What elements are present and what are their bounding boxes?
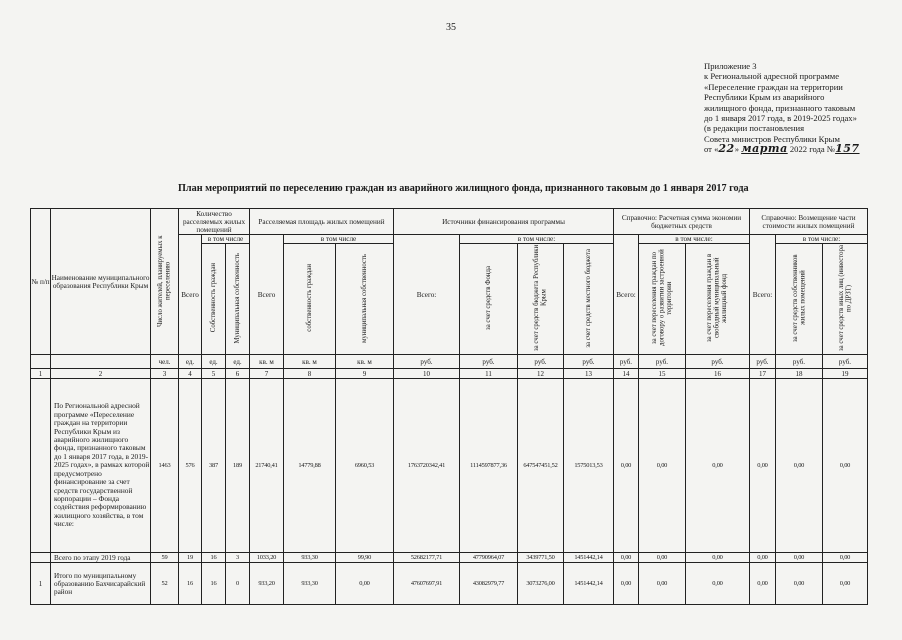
appendix-line: Республики Крым из аварийного [704,92,825,103]
row-name: Всего по этапу 2019 года [51,553,151,563]
header-rooms-total: Всего [179,235,202,355]
row-name: По Региональной адресной программе «Переселение граждан на территории Республики Крым из аварийного жилищного фонда, признанного таковым до 1 января 2017 года, в 2019-2025 годах», в рамках которой предусмотрено финансирование за счет средств государственной корпорации – Фонда содействия реформированию жилищного хозяйства, в том числе: [51,379,151,553]
cell-value: 0,00 [639,563,686,605]
header-fund: за счет средств Фонда [484,266,492,330]
units-row [31,355,868,369]
unit-cell: руб. [639,355,686,369]
cell-value: 43082979,77 [460,563,518,605]
column-number: 12 [518,369,564,379]
unit-cell: руб. [776,355,823,369]
cell-value: 0,00 [336,563,394,605]
cell-value: 16 [179,563,202,605]
appendix-line: жилищного фонда, признанного таковым [704,102,856,113]
column-number: 15 [639,369,686,379]
column-number: 8 [284,369,336,379]
appendix-line: (в редакции постановления [704,123,805,134]
handwritten-number: 157 [835,142,860,156]
cell-value: 0,00 [614,553,639,563]
unit-cell: кв. м [250,355,284,369]
cell-value: 47790964,07 [460,553,518,563]
cell-value: 1114597877,36 [460,379,518,553]
cell-value: 576 [179,379,202,553]
header-area-municipal: муниципальная собственность [360,253,368,343]
header-refund-owners: за счет средств собственников жилых помещений [791,254,806,342]
cell-value: 3073276,00 [518,563,564,605]
column-number: 2 [51,369,151,379]
header-saving-total: Всего: [614,235,639,355]
header-area-total: Всего [250,235,284,355]
column-number: 14 [614,369,639,379]
cell-value: 21740,41 [250,379,284,553]
cell-value: 0,00 [686,553,750,563]
cell-value: 1451442,14 [564,563,614,605]
cell-value: 0,00 [823,563,868,605]
row-num: 1 [31,563,51,605]
table-row [31,379,868,553]
cell-value: 647547451,52 [518,379,564,553]
column-number: 5 [202,369,226,379]
column-number: 13 [564,369,614,379]
header-rooms-group: Количество расселяемых жилых помещений [179,209,250,235]
header-saving-group: Справочно: Расчетная сумма экономии бюджетных средств [614,209,750,235]
cell-value: 47607697,91 [394,563,460,605]
unit-cell: кв. м [284,355,336,369]
header-residents: Число жителей, планируемых к переселению [157,234,172,327]
cell-value: 52682177,71 [394,553,460,563]
cell-value: 19 [179,553,202,563]
header-rooms-municipal: Муниципальная собственность [233,252,241,344]
cell-value: 0,00 [614,379,639,553]
unit-cell: руб. [750,355,776,369]
cell-value: 52 [151,563,179,605]
cell-value: 0,00 [776,379,823,553]
cell-value: 0,00 [750,553,776,563]
cell-value: 1763720342,41 [394,379,460,553]
header-saving-incl: в том числе: [639,235,750,244]
appendix-line: до 1 января 2017 года, в 2019-2025 годах» [704,113,857,124]
row-num [31,553,51,563]
unit-cell: чел. [151,355,179,369]
cell-value: 14779,88 [284,379,336,553]
cell-value: 0,00 [823,553,868,563]
header-num: № п/п [31,209,51,355]
column-number: 1 [31,369,51,379]
unit-cell: руб. [823,355,868,369]
header-name: Наименование муниципального образования Республики Крым [51,209,151,355]
column-number: 18 [776,369,823,379]
cell-value: 189 [226,379,250,553]
header-rooms-incl: в том числе [202,235,250,244]
cell-value: 3439771,50 [518,553,564,563]
page-number: 35 [446,22,456,33]
header-budget-local: за счет средств местного бюджета [584,248,592,348]
column-number: 7 [250,369,284,379]
header-area-citizens: собственность граждан [305,264,313,332]
header-area-incl: в том числе [284,235,394,244]
cell-value: 3 [226,553,250,563]
cell-value: 59 [151,553,179,563]
column-number: 4 [179,369,202,379]
cell-value: 0,00 [750,563,776,605]
header-refund-incl: в том числе: [776,235,868,244]
row-num [31,379,51,553]
cell-value: 16 [202,563,226,605]
cell-value: 0,00 [639,553,686,563]
row-name: Итого по муниципальному образованию Бахчисарайский район [51,563,151,605]
header-area-group: Расселяемая площадь жилых помещений [250,209,394,235]
cell-value: 0,00 [614,563,639,605]
cell-value: 0,00 [686,563,750,605]
cell-value: 0,00 [776,563,823,605]
cell-value: 0,00 [686,379,750,553]
cell-value: 0,00 [639,379,686,553]
cell-value: 933,30 [284,563,336,605]
unit-cell: руб. [518,355,564,369]
table-row [31,553,868,563]
header-saving-contract: за счет переселения граждан по договору о развитии застроенной территории [650,249,673,347]
cell-value: 0 [226,563,250,605]
document-title: План мероприятий по переселению граждан из аварийного жилищного фонда, признанного таковым до 1 января 2017 года [178,183,749,194]
unit-cell: руб. [686,355,750,369]
unit-cell: руб. [394,355,460,369]
appendix-line: Совета министров Республики Крым [704,133,840,144]
plan-table [30,208,868,605]
handwritten-month: марта [741,142,788,156]
header-finance-group: Источники финансирования программы [394,209,614,235]
column-number: 10 [394,369,460,379]
appendix-block [704,61,878,155]
table-row [31,563,868,605]
column-number: 16 [686,369,750,379]
header-finance-total: Всего: [394,235,460,355]
column-numbers-row [31,369,868,379]
unit-cell: руб. [460,355,518,369]
column-number: 19 [823,369,868,379]
appendix-line: Приложение 3 [704,61,757,71]
column-number: 17 [750,369,776,379]
cell-value: 1463 [151,379,179,553]
cell-value: 1575013,53 [564,379,614,553]
cell-value: 16 [202,553,226,563]
cell-value: 0,00 [776,553,823,563]
appendix-date-line: от «22» марта 2022 года №157 [704,142,860,156]
cell-value: 933,30 [284,553,336,563]
header-refund-other: за счет средств иных лиц (инвестора по ДРЗТ) [837,245,852,351]
cell-value: 6960,53 [336,379,394,553]
header-rooms-citizens: Собственность граждан [209,263,217,333]
handwritten-day: 22 [718,142,735,156]
column-number: 11 [460,369,518,379]
unit-cell: ед. [179,355,202,369]
unit-cell: кв. м [336,355,394,369]
unit-cell: руб. [614,355,639,369]
header-saving-free: за счет переселения граждан в свободный муниципальный жилищный фонд [706,253,729,343]
cell-value: 1451442,14 [564,553,614,563]
column-number: 3 [151,369,179,379]
header-refund-group: Справочно: Возмещение части стоимости жилых помещений [750,209,868,235]
unit-cell: руб. [564,355,614,369]
cell-value: 1033,20 [250,553,284,563]
column-number: 6 [226,369,250,379]
cell-value: 99,90 [336,553,394,563]
header-refund-total: Всего: [750,235,776,355]
cell-value: 933,20 [250,563,284,605]
header-budget-rk: за счет средств бюджета Республики Крым [533,244,548,352]
appendix-line: к Региональной адресной программе [704,71,840,82]
cell-value: 387 [202,379,226,553]
cell-value: 0,00 [823,379,868,553]
appendix-line: «Переселение граждан на территории [704,81,843,92]
header-finance-incl: в том числе: [460,235,614,244]
cell-value: 0,00 [750,379,776,553]
column-number: 9 [336,369,394,379]
unit-cell: ед. [226,355,250,369]
unit-cell: ед. [202,355,226,369]
